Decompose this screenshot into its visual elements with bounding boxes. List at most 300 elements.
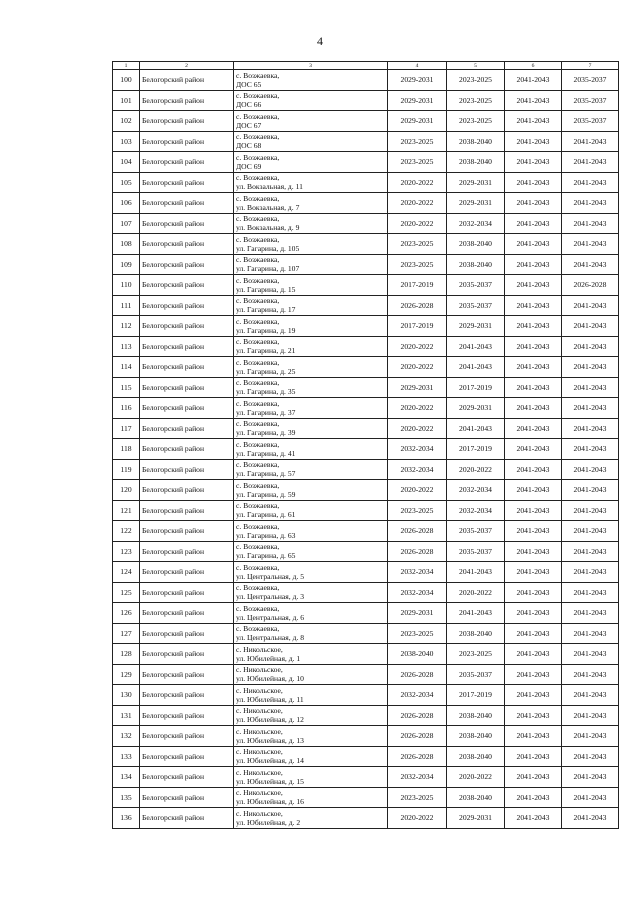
period-cell-col4: 2026-2028 [388,295,447,316]
period-cell-col4: 2032-2034 [388,685,447,706]
table-row [113,254,619,275]
period-cell-col7: 2041-2043 [562,193,619,214]
district-cell: Белогорский район [140,213,234,234]
address-cell [234,254,388,275]
table-row [113,316,619,337]
period-cell-col5: 2029-2031 [447,398,505,419]
address-street: ул. Юбилейная, д. 2 [236,817,301,827]
address-street: ул. Гагарина, д. 107 [236,264,300,274]
district-cell: Белогорский район [140,603,234,624]
period-cell-col5: 2023-2025 [447,644,505,665]
district-cell: Белогорский район [140,90,234,111]
period-cell-col6: 2041-2043 [505,336,562,357]
district-cell: Белогорский район [140,295,234,316]
address-locality: с. Никольское, [236,644,283,654]
address-cell [234,439,388,460]
address-cell [234,705,388,726]
row-number-cell: 115 [113,377,140,398]
address-locality: с. Возжаевка, [236,439,280,449]
address-cell [234,90,388,111]
district-cell: Белогорский район [140,398,234,419]
address-cell [234,111,388,132]
period-cell-col4: 2029-2031 [388,377,447,398]
row-number-cell: 125 [113,582,140,603]
period-cell-col5: 2020-2022 [447,767,505,788]
period-cell-col6: 2041-2043 [505,275,562,296]
row-number-cell: 122 [113,521,140,542]
row-number-cell: 108 [113,234,140,255]
period-cell-col6: 2041-2043 [505,500,562,521]
district-cell: Белогорский район [140,521,234,542]
period-cell-col4: 2026-2028 [388,521,447,542]
period-cell-col4: 2029-2031 [388,111,447,132]
row-number-cell: 118 [113,439,140,460]
period-cell-col4: 2017-2019 [388,316,447,337]
period-cell-col4: 2029-2031 [388,603,447,624]
period-cell-col7: 2041-2043 [562,787,619,808]
period-cell-col6: 2041-2043 [505,439,562,460]
row-number-cell: 135 [113,787,140,808]
row-number-cell: 134 [113,767,140,788]
address-street: ул. Гагарина, д. 15 [236,284,296,294]
address-locality: с. Никольское, [236,808,283,818]
period-cell-col4: 2026-2028 [388,726,447,747]
period-cell-col5: 2020-2022 [447,582,505,603]
period-cell-col6: 2041-2043 [505,787,562,808]
period-cell-col6: 2041-2043 [505,398,562,419]
address-locality: с. Никольское, [236,726,283,736]
row-number-cell: 117 [113,418,140,439]
address-cell [234,234,388,255]
period-cell-col5: 2023-2025 [447,90,505,111]
address-street: ул. Юбилейная, д. 14 [236,756,304,766]
table-row [113,439,619,460]
table-row [113,193,619,214]
address-cell [234,418,388,439]
table-row [113,336,619,357]
period-cell-col5: 2038-2040 [447,705,505,726]
row-number-cell: 136 [113,808,140,829]
row-number-cell: 128 [113,644,140,665]
district-cell: Белогорский район [140,234,234,255]
address-locality: с. Возжаевка, [236,337,280,347]
period-cell-col6: 2041-2043 [505,131,562,152]
period-cell-col7: 2041-2043 [562,439,619,460]
address-street: ул. Гагарина, д. 61 [236,510,296,520]
period-cell-col7: 2041-2043 [562,480,619,501]
address-street: ул. Юбилейная, д. 15 [236,776,304,786]
period-cell-col4: 2029-2031 [388,90,447,111]
period-cell-col7: 2041-2043 [562,746,619,767]
column-number-row [113,62,619,70]
period-cell-col6: 2041-2043 [505,377,562,398]
address-cell [234,582,388,603]
period-cell-col5: 2017-2019 [447,439,505,460]
address-locality: с. Возжаевка, [236,542,280,552]
period-cell-col6: 2041-2043 [505,726,562,747]
period-cell-col7: 2041-2043 [562,213,619,234]
table-row [113,500,619,521]
address-cell [234,70,388,91]
address-cell [234,664,388,685]
period-cell-col7: 2041-2043 [562,705,619,726]
address-street: ДОС 68 [236,141,262,151]
period-cell-col4: 2023-2025 [388,500,447,521]
period-cell-col4: 2020-2022 [388,213,447,234]
period-cell-col4: 2023-2025 [388,623,447,644]
address-street: ул. Гагарина, д. 63 [236,530,296,540]
period-cell-col5: 2038-2040 [447,254,505,275]
period-cell-col4: 2026-2028 [388,541,447,562]
row-number-cell: 130 [113,685,140,706]
address-locality: с. Никольское, [236,706,283,716]
period-cell-col7: 2041-2043 [562,500,619,521]
period-cell-col7: 2041-2043 [562,172,619,193]
column-number: 1 [113,62,140,70]
district-cell: Белогорский район [140,623,234,644]
period-cell-col5: 2017-2019 [447,685,505,706]
table-row [113,152,619,173]
period-cell-col4: 2020-2022 [388,357,447,378]
address-cell [234,562,388,583]
period-cell-col5: 2038-2040 [447,234,505,255]
table-row [113,767,619,788]
address-cell [234,541,388,562]
row-number-cell: 110 [113,275,140,296]
address-cell [234,480,388,501]
table-row [113,398,619,419]
period-cell-col5: 2041-2043 [447,562,505,583]
address-cell [234,808,388,829]
address-street: ул. Гагарина, д. 105 [236,243,300,253]
address-locality: с. Возжаевка, [236,480,280,490]
table-row [113,521,619,542]
period-cell-col7: 2041-2043 [562,582,619,603]
period-cell-col7: 2041-2043 [562,295,619,316]
period-cell-col5: 2029-2031 [447,193,505,214]
period-cell-col4: 2020-2022 [388,193,447,214]
district-cell: Белогорский район [140,664,234,685]
period-cell-col6: 2041-2043 [505,172,562,193]
period-cell-col6: 2041-2043 [505,582,562,603]
period-cell-col7: 2041-2043 [562,336,619,357]
period-cell-col7: 2041-2043 [562,664,619,685]
address-cell [234,131,388,152]
address-locality: с. Возжаевка, [236,152,280,162]
period-cell-col7: 2041-2043 [562,418,619,439]
period-cell-col4: 2023-2025 [388,254,447,275]
address-cell [234,787,388,808]
address-cell [234,336,388,357]
row-number-cell: 101 [113,90,140,111]
table-row [113,213,619,234]
period-cell-col7: 2041-2043 [562,152,619,173]
address-cell [234,295,388,316]
row-number-cell: 120 [113,480,140,501]
address-locality: с. Никольское, [236,665,283,675]
district-cell: Белогорский район [140,131,234,152]
district-cell: Белогорский район [140,767,234,788]
address-locality: с. Возжаевка, [236,624,280,634]
period-cell-col5: 2038-2040 [447,746,505,767]
address-street: ул. Юбилейная, д. 12 [236,715,304,725]
address-locality: с. Возжаевка, [236,275,280,285]
period-cell-col7: 2041-2043 [562,131,619,152]
period-cell-col5: 2038-2040 [447,623,505,644]
period-cell-col4: 2032-2034 [388,582,447,603]
period-cell-col5: 2032-2034 [447,500,505,521]
period-cell-col5: 2029-2031 [447,808,505,829]
period-cell-col7: 2041-2043 [562,562,619,583]
period-cell-col5: 2032-2034 [447,480,505,501]
period-cell-col5: 2023-2025 [447,111,505,132]
row-number-cell: 113 [113,336,140,357]
table-row [113,726,619,747]
address-street: ул. Юбилейная, д. 10 [236,674,304,684]
address-street: ул. Гагарина, д. 35 [236,387,296,397]
row-number-cell: 114 [113,357,140,378]
table-row [113,541,619,562]
period-cell-col7: 2035-2037 [562,90,619,111]
schedule-table [112,61,619,829]
period-cell-col6: 2041-2043 [505,90,562,111]
row-number-cell: 131 [113,705,140,726]
table-row [113,111,619,132]
period-cell-col7: 2041-2043 [562,377,619,398]
district-cell: Белогорский район [140,582,234,603]
address-street: ул. Гагарина, д. 25 [236,366,296,376]
district-cell: Белогорский район [140,808,234,829]
period-cell-col6: 2041-2043 [505,213,562,234]
district-cell: Белогорский район [140,644,234,665]
district-cell: Белогорский район [140,377,234,398]
district-cell: Белогорский район [140,172,234,193]
address-locality: с. Возжаевка, [236,255,280,265]
address-locality: с. Возжаевка, [236,214,280,224]
address-cell [234,357,388,378]
row-number-cell: 124 [113,562,140,583]
period-cell-col6: 2041-2043 [505,418,562,439]
district-cell: Белогорский район [140,705,234,726]
address-cell [234,275,388,296]
table-row [113,275,619,296]
address-street: ДОС 66 [236,100,262,110]
period-cell-col5: 2035-2037 [447,541,505,562]
period-cell-col6: 2041-2043 [505,234,562,255]
district-cell: Белогорский район [140,746,234,767]
address-locality: с. Возжаевка, [236,234,280,244]
row-number-cell: 104 [113,152,140,173]
address-cell [234,623,388,644]
address-locality: с. Возжаевка, [236,419,280,429]
row-number-cell: 100 [113,70,140,91]
table-row [113,685,619,706]
period-cell-col6: 2041-2043 [505,193,562,214]
period-cell-col7: 2041-2043 [562,316,619,337]
address-cell [234,767,388,788]
district-cell: Белогорский район [140,459,234,480]
period-cell-col4: 2020-2022 [388,418,447,439]
period-cell-col6: 2041-2043 [505,316,562,337]
address-cell [234,603,388,624]
period-cell-col5: 2017-2019 [447,377,505,398]
table-row [113,746,619,767]
address-cell [234,193,388,214]
period-cell-col4: 2023-2025 [388,787,447,808]
table-row [113,295,619,316]
row-number-cell: 121 [113,500,140,521]
address-cell [234,500,388,521]
table-row [113,562,619,583]
period-cell-col7: 2035-2037 [562,111,619,132]
period-cell-col5: 2041-2043 [447,336,505,357]
row-number-cell: 102 [113,111,140,132]
period-cell-col5: 2035-2037 [447,275,505,296]
address-locality: с. Возжаевка, [236,70,280,80]
period-cell-col7: 2041-2043 [562,459,619,480]
period-cell-col5: 2029-2031 [447,172,505,193]
period-cell-col6: 2041-2043 [505,521,562,542]
period-cell-col4: 2023-2025 [388,152,447,173]
address-locality: с. Возжаевка, [236,378,280,388]
district-cell: Белогорский район [140,357,234,378]
row-number-cell: 123 [113,541,140,562]
period-cell-col4: 2020-2022 [388,398,447,419]
period-cell-col6: 2041-2043 [505,808,562,829]
address-cell [234,726,388,747]
address-locality: с. Возжаевка, [236,603,280,613]
table-row [113,787,619,808]
address-street: ул. Центральная, д. 3 [236,592,305,602]
row-number-cell: 103 [113,131,140,152]
address-locality: с. Никольское, [236,747,283,757]
period-cell-col4: 2020-2022 [388,336,447,357]
table-row [113,90,619,111]
row-number-cell: 126 [113,603,140,624]
period-cell-col6: 2041-2043 [505,623,562,644]
period-cell-col4: 2017-2019 [388,275,447,296]
period-cell-col4: 2023-2025 [388,234,447,255]
district-cell: Белогорский район [140,336,234,357]
table-row [113,808,619,829]
column-number: 6 [505,62,562,70]
period-cell-col5: 2038-2040 [447,131,505,152]
table-row [113,582,619,603]
row-number-cell: 107 [113,213,140,234]
column-number: 2 [140,62,234,70]
address-street: ул. Гагарина, д. 65 [236,551,296,561]
period-cell-col4: 2029-2031 [388,70,447,91]
period-cell-col5: 2035-2037 [447,664,505,685]
address-street: ул. Гагарина, д. 37 [236,407,296,417]
address-locality: с. Возжаевка, [236,173,280,183]
period-cell-col6: 2041-2043 [505,644,562,665]
table-row [113,459,619,480]
address-locality: с. Возжаевка, [236,460,280,470]
table-row [113,603,619,624]
table-row [113,418,619,439]
address-cell [234,685,388,706]
period-cell-col5: 2020-2022 [447,459,505,480]
period-cell-col4: 2020-2022 [388,172,447,193]
district-cell: Белогорский район [140,316,234,337]
column-number: 5 [447,62,505,70]
period-cell-col6: 2041-2043 [505,746,562,767]
row-number-cell: 106 [113,193,140,214]
district-cell: Белогорский район [140,726,234,747]
period-cell-col5: 2038-2040 [447,726,505,747]
address-street: ДОС 69 [236,161,262,171]
district-cell: Белогорский район [140,685,234,706]
address-street: ул. Гагарина, д. 17 [236,305,296,315]
period-cell-col6: 2041-2043 [505,541,562,562]
table-row [113,131,619,152]
address-street: ул. Центральная, д. 6 [236,612,305,622]
period-cell-col4: 2026-2028 [388,705,447,726]
address-locality: с. Возжаевка, [236,296,280,306]
address-street: ул. Юбилейная, д. 11 [236,694,304,704]
address-locality: с. Никольское, [236,767,283,777]
row-number-cell: 105 [113,172,140,193]
row-number-cell: 132 [113,726,140,747]
period-cell-col6: 2041-2043 [505,295,562,316]
period-cell-col4: 2032-2034 [388,439,447,460]
period-cell-col7: 2026-2028 [562,275,619,296]
address-cell [234,152,388,173]
table-row [113,705,619,726]
period-cell-col5: 2035-2037 [447,521,505,542]
address-street: ДОС 65 [236,79,262,89]
table-row [113,234,619,255]
row-number-cell: 116 [113,398,140,419]
period-cell-col7: 2041-2043 [562,767,619,788]
period-cell-col5: 2029-2031 [447,316,505,337]
period-cell-col4: 2032-2034 [388,562,447,583]
period-cell-col7: 2041-2043 [562,603,619,624]
address-street: ул. Гагарина, д. 59 [236,489,296,499]
period-cell-col6: 2041-2043 [505,705,562,726]
period-cell-col5: 2041-2043 [447,603,505,624]
address-cell [234,521,388,542]
table-row [113,357,619,378]
address-locality: с. Возжаевка, [236,357,280,367]
district-cell: Белогорский район [140,111,234,132]
period-cell-col6: 2041-2043 [505,459,562,480]
address-locality: с. Возжаевка, [236,111,280,121]
address-cell [234,213,388,234]
period-cell-col4: 2026-2028 [388,746,447,767]
period-cell-col5: 2038-2040 [447,787,505,808]
address-locality: с. Возжаевка, [236,193,280,203]
column-number: 4 [388,62,447,70]
table-row [113,623,619,644]
row-number-cell: 127 [113,623,140,644]
address-cell [234,459,388,480]
period-cell-col6: 2041-2043 [505,357,562,378]
period-cell-col7: 2041-2043 [562,623,619,644]
address-cell [234,644,388,665]
period-cell-col4: 2038-2040 [388,644,447,665]
period-cell-col6: 2041-2043 [505,111,562,132]
district-cell: Белогорский район [140,480,234,501]
period-cell-col4: 2023-2025 [388,131,447,152]
district-cell: Белогорский район [140,500,234,521]
district-cell: Белогорский район [140,254,234,275]
table-row [113,377,619,398]
address-locality: с. Возжаевка, [236,521,280,531]
address-street: ул. Юбилейная, д. 13 [236,735,304,745]
period-cell-col6: 2041-2043 [505,480,562,501]
